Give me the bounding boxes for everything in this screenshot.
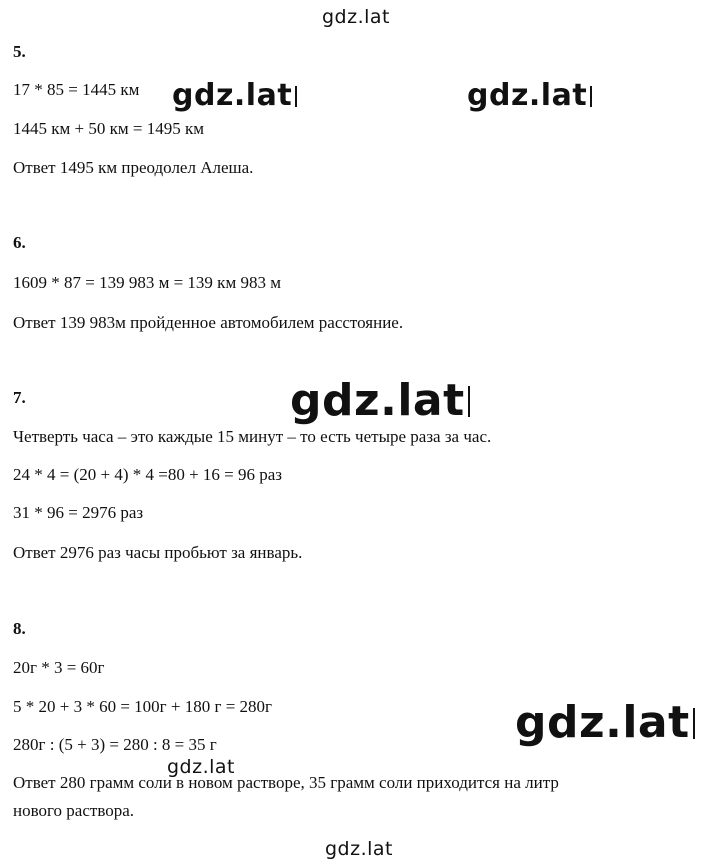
section-7-line-2: 24 * 4 = (20 + 4) * 4 =80 + 16 = 96 раз	[13, 465, 283, 484]
watermark-left: gdz.lat	[172, 78, 297, 113]
section-8-line-3: 280г : (5 + 3) = 280 : 8 = 35 г	[13, 735, 217, 754]
section-6-heading: 6.	[13, 233, 26, 252]
watermark-top: gdz.lat	[322, 6, 391, 28]
watermark-center: gdz.lat	[290, 375, 470, 426]
section-8-heading: 8.	[13, 619, 26, 638]
section-5-line-1: 17 * 85 = 1445 км	[13, 80, 140, 99]
section-7-line-1: Четверть часа – это каждые 15 минут – то есть четыре раза за час.	[13, 427, 492, 446]
section-7-heading: 7.	[13, 388, 26, 407]
section-5-heading: 5.	[13, 42, 26, 61]
section-5-answer: Ответ 1495 км преодолел Алеша.	[13, 158, 254, 177]
section-8-answer-1: Ответ 280 грамм соли в новом растворе, 35 грамм соли приходится на литр	[13, 773, 559, 792]
section-5-line-2: 1445 км + 50 км = 1495 км	[13, 119, 204, 138]
section-7-line-3: 31 * 96 = 2976 раз	[13, 503, 144, 522]
watermark-right: gdz.lat	[467, 78, 592, 113]
watermark-bottom: gdz.lat	[325, 838, 394, 860]
section-6-answer: Ответ 139 983м пройденное автомобилем расстояние.	[13, 313, 404, 332]
section-8-line-1: 20г * 3 = 60г	[13, 658, 105, 677]
section-8-line-2: 5 * 20 + 3 * 60 = 100г + 180 г = 280г	[13, 697, 273, 716]
section-6-line-1: 1609 * 87 = 139 983 м = 139 км 983 м	[13, 273, 281, 292]
section-8-answer-2: нового раствора.	[13, 801, 135, 820]
watermark-lower-left: gdz.lat	[167, 756, 236, 778]
section-7-answer: Ответ 2976 раз часы пробьют за январь.	[13, 543, 303, 562]
watermark-lower-right: gdz.lat	[515, 697, 695, 748]
